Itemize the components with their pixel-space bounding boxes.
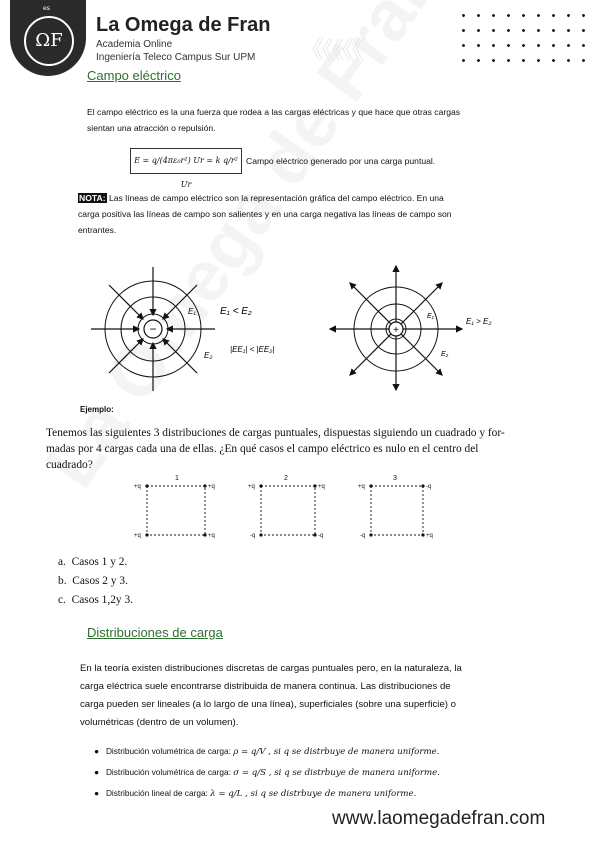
square-2-tr: +q bbox=[318, 484, 325, 490]
nota-line-3: entrantes. bbox=[78, 225, 117, 235]
brand-subtitle-2: Ingeniería Teleco Campus Sur UPM bbox=[96, 52, 256, 63]
square-2-bl: -q bbox=[250, 533, 256, 539]
charge-square-2 bbox=[248, 475, 325, 539]
dist-line-1: En la teoría existen distribuciones discretas de cargas puntuales pero, en la naturaleza, la bbox=[80, 663, 462, 674]
nota-line-1 bbox=[78, 190, 444, 206]
bullet-formula-2: σ = q/S , si q se distrbuye de manera uniforme. bbox=[233, 768, 440, 778]
left-relation-1: E₁ < E₂ bbox=[220, 306, 252, 317]
right-e2-label: E₂ bbox=[441, 351, 449, 358]
question-line-2: madas por 4 cargas cada una de ellas. ¿En qué casos el campo eléctrico es nulo en el centro del bbox=[46, 443, 479, 455]
bullet-formula-1: ρ = q/V , si q se distrbuye de manera uniforme. bbox=[233, 747, 440, 757]
square-3-number: 3 bbox=[393, 475, 397, 482]
square-1-tl: +q bbox=[134, 484, 141, 490]
charge-squares-figure bbox=[130, 470, 440, 546]
intro-line-1: El campo eléctrico es la una fuerza que rodea a las cargas eléctricas y que hace que otras cargas bbox=[87, 107, 461, 117]
bullet-item-linear bbox=[94, 788, 416, 799]
option-b-letter: b. bbox=[58, 575, 67, 587]
square-3-br: +q bbox=[426, 533, 433, 539]
negative-charge-diagram bbox=[91, 267, 274, 391]
right-relation: E₁ > E₂ bbox=[466, 317, 492, 326]
option-c-letter: c. bbox=[58, 594, 66, 606]
brand-subtitle-1: Academia Online bbox=[96, 39, 173, 50]
option-c-text: Casos 1,2y 3. bbox=[71, 594, 133, 606]
section-title-distribuciones: Distribuciones de carga bbox=[87, 625, 223, 640]
intro-line-2: sientan una atracción o repulsión. bbox=[87, 123, 216, 133]
charge-square-1 bbox=[134, 475, 215, 539]
nota-label: NOTA: bbox=[79, 193, 106, 203]
field-lines-figure bbox=[78, 262, 518, 392]
bullet-item-volumetric bbox=[94, 746, 439, 757]
left-e2-label: E₂ bbox=[204, 351, 213, 360]
square-3-bl: -q bbox=[360, 533, 366, 539]
option-a bbox=[58, 556, 127, 568]
dist-line-2: carga eléctrica suele encontrarse distribuida de manera continua. Las distribuciones de bbox=[80, 681, 451, 692]
question-line-1: Tenemos las siguientes 3 distribuciones de cargas puntuales, dispuestas siguiendo un cuadrado y for- bbox=[46, 427, 505, 439]
option-b bbox=[58, 575, 128, 587]
logo-omega-f: ΩF bbox=[24, 16, 74, 66]
section-title-campo: Campo eléctrico bbox=[87, 68, 181, 83]
charge-square-3 bbox=[358, 475, 433, 539]
dist-line-4: volumétricas (dentro de un volumen). bbox=[80, 717, 239, 728]
option-a-text: Casos 1 y 2. bbox=[71, 556, 128, 568]
square-1-number: 1 bbox=[175, 475, 179, 482]
logo-small-text: es bbox=[43, 5, 50, 12]
nota-text-1: Las líneas de campo eléctrico son la representación gráfica del campo eléctrico. En una bbox=[106, 193, 444, 203]
right-e1-label: E₁ bbox=[427, 313, 434, 320]
square-1-bl: +q bbox=[134, 533, 141, 539]
bullet-label-3: Distribución lineal de carga: bbox=[105, 788, 208, 798]
left-relation-2: |EE₁| < |EE₂| bbox=[230, 345, 275, 354]
square-2-br: -q bbox=[318, 533, 324, 539]
bullet-label-1: Distribución volumétrica de carga: bbox=[105, 746, 231, 756]
bullet-formula-3: λ = q/L , si q se distrbuye de manera uniforme. bbox=[210, 789, 417, 799]
example-label: Ejemplo: bbox=[80, 405, 114, 414]
negative-sign: − bbox=[149, 322, 157, 336]
option-a-letter: a. bbox=[58, 556, 66, 568]
formula-caption: Campo eléctrico generado por una carga puntual. bbox=[246, 156, 436, 166]
square-3-tl: +q bbox=[358, 484, 365, 490]
chevron-decoration: 《《《《《 bbox=[300, 36, 362, 64]
option-c bbox=[58, 594, 133, 606]
square-1-tr: +q bbox=[208, 484, 215, 490]
nota-line-2: carga positiva las líneas de campo son salientes y en una carga negativa las líneas de campo son bbox=[78, 209, 452, 219]
square-3-tr: -q bbox=[426, 484, 432, 490]
dot-grid-decoration bbox=[456, 8, 590, 70]
left-e1-label: E₁ bbox=[188, 307, 196, 316]
option-b-text: Casos 2 y 3. bbox=[72, 575, 128, 587]
brand-name: La Omega de Fran bbox=[96, 14, 271, 36]
square-1-br: +q bbox=[208, 533, 215, 539]
dist-line-3: carga pueden ser lineales (a lo largo de una línea), superficiales (sobre una superficie) o bbox=[80, 699, 456, 710]
website-link[interactable]: www.laomegadefran.com bbox=[332, 808, 546, 829]
bullet-dot-icon: ● bbox=[94, 788, 100, 798]
positive-sign: + bbox=[393, 325, 399, 336]
square-2-tl: +q bbox=[248, 484, 255, 490]
positive-charge-diagram bbox=[330, 266, 491, 390]
square-2-number: 2 bbox=[284, 475, 288, 482]
bullet-dot-icon: ● bbox=[94, 767, 100, 777]
bullet-dot-icon: ● bbox=[94, 746, 100, 756]
bullet-label-2: Distribución volumétrica de carga: bbox=[105, 767, 231, 777]
question-line-3: cuadrado? bbox=[46, 459, 93, 471]
formula-box: E = q/(4πε₀r²) Ur = k q/r² Ur bbox=[130, 148, 242, 174]
bullet-item-surface bbox=[94, 767, 440, 778]
